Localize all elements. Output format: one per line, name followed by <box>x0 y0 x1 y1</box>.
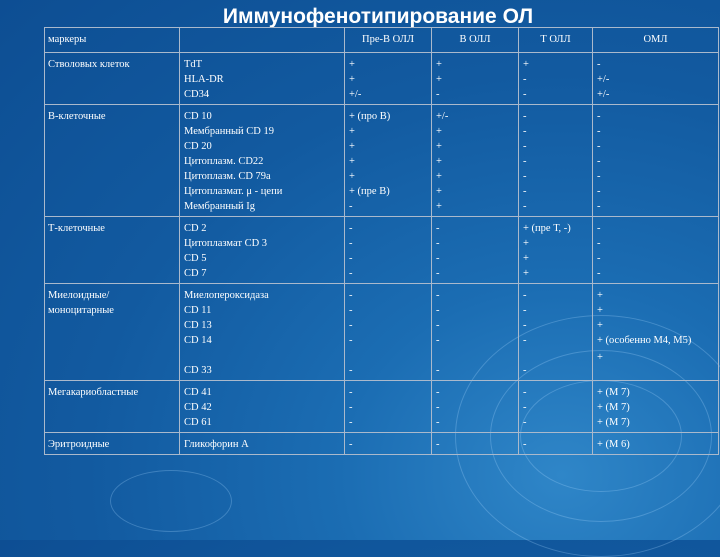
category-cell: Т-клеточные <box>45 217 180 284</box>
cell-line: + <box>436 59 442 70</box>
cell-line: - <box>597 156 601 167</box>
cell-line: + <box>523 238 529 249</box>
cell-line: - <box>597 223 601 234</box>
cell-line: - <box>597 238 601 249</box>
aml-cell <box>593 284 719 381</box>
cell-line: - <box>523 74 527 85</box>
aml-cell <box>593 433 719 455</box>
aml-cell <box>593 105 719 217</box>
pre-b-all-cell <box>345 284 432 381</box>
cell-line: Цитоплазмат. μ - цепи <box>184 186 283 197</box>
table-header-row <box>45 28 719 53</box>
cell-line: - <box>349 238 353 249</box>
table-row <box>45 381 719 433</box>
cell-line: - <box>349 253 353 264</box>
cell-line: Цитоплазм. CD22 <box>184 156 264 167</box>
cell-line: - <box>523 171 527 182</box>
cell-line: - <box>436 439 440 450</box>
cell-line: CD 2 <box>184 223 207 234</box>
cell-line: - <box>523 141 527 152</box>
cell-line: + (пре В) <box>349 186 390 197</box>
cell-line: - <box>349 365 353 376</box>
header-marker-list <box>180 28 345 53</box>
marker-cell <box>180 284 345 381</box>
table-row <box>45 284 719 381</box>
cell-line: - <box>523 89 527 100</box>
cell-line: - <box>523 290 527 301</box>
cell-line: - <box>523 126 527 137</box>
cell-line: - <box>597 253 601 264</box>
table-row <box>45 217 719 284</box>
cell-line: CD 61 <box>184 417 212 428</box>
cell-line: - <box>597 141 601 152</box>
cell-line: + <box>436 201 442 212</box>
cell-line: + (про В) <box>349 111 391 122</box>
pre-b-all-cell <box>345 217 432 284</box>
cell-line: - <box>349 387 353 398</box>
b-all-cell <box>432 381 519 433</box>
cell-line: + <box>349 141 355 152</box>
t-all-cell <box>519 381 593 433</box>
cell-line: +/- <box>349 89 362 100</box>
cell-line: Мембранный Ig <box>184 201 256 212</box>
immunophenotype-table <box>44 27 719 455</box>
cell-line: Цитоплазмат CD 3 <box>184 238 268 249</box>
cell-line: - <box>436 320 440 331</box>
table-row <box>45 433 719 455</box>
pre-b-all-cell <box>345 381 432 433</box>
cell-line: - <box>349 290 353 301</box>
header-pre-b-all: Пре-В ОЛЛ <box>345 28 432 53</box>
cell-line: Гликофорин А <box>184 439 249 450</box>
cell-line: CD 33 <box>184 365 212 376</box>
category-cell: Мегакариобластные <box>45 381 180 433</box>
cell-line: - <box>523 402 527 413</box>
cell-line: - <box>523 305 527 316</box>
cell-line: TdT <box>184 59 203 70</box>
cell-line: + <box>349 156 355 167</box>
cell-line: + <box>436 171 442 182</box>
cell-line: + (особенно М4, М5) <box>597 335 692 346</box>
header-t-all: Т ОЛЛ <box>519 28 593 53</box>
cell-line: HLA-DR <box>184 74 224 85</box>
cell-line: - <box>436 268 440 279</box>
cell-line: + (М 7) <box>597 402 630 413</box>
cell-line: + <box>523 59 529 70</box>
cell-line: - <box>349 402 353 413</box>
cell-line: CD 14 <box>184 335 212 346</box>
aml-cell <box>593 217 719 284</box>
cell-line: + <box>523 268 529 279</box>
cell-line: + (пре Т, -) <box>523 223 571 234</box>
cell-line: - <box>597 201 601 212</box>
t-all-cell <box>519 433 593 455</box>
header-markers: маркеры <box>45 28 180 53</box>
cell-line: CD 20 <box>184 141 212 152</box>
marker-cell <box>180 217 345 284</box>
category-cell: Стволовых клеток <box>45 53 180 105</box>
cell-line: - <box>597 171 601 182</box>
b-all-cell <box>432 53 519 105</box>
marker-cell <box>180 381 345 433</box>
header-aml: ОМЛ <box>593 28 719 53</box>
header-b-all: В ОЛЛ <box>432 28 519 53</box>
category-cell: Эритроидные <box>45 433 180 455</box>
cell-line: CD 11 <box>184 305 212 316</box>
cell-line: - <box>523 417 527 428</box>
cell-line: + <box>349 171 355 182</box>
t-all-cell <box>519 53 593 105</box>
cell-line: - <box>523 320 527 331</box>
aml-cell <box>593 53 719 105</box>
b-all-cell <box>432 433 519 455</box>
cell-line: + (М 7) <box>597 387 630 398</box>
cell-line: + (М 6) <box>597 439 630 450</box>
cell-line: + <box>597 320 603 331</box>
cell-line: + <box>436 186 442 197</box>
cell-line: + <box>523 253 529 264</box>
marker-cell <box>180 53 345 105</box>
cell-line: - <box>436 365 440 376</box>
cell-line: + <box>436 126 442 137</box>
cell-line: Мембранный CD 19 <box>184 126 275 137</box>
b-all-cell <box>432 105 519 217</box>
cell-line: - <box>436 253 440 264</box>
cell-line: - <box>597 59 601 70</box>
t-all-cell <box>519 284 593 381</box>
cell-line: - <box>436 402 440 413</box>
marker-cell <box>180 105 345 217</box>
cell-line: +/- <box>436 111 449 122</box>
table-row <box>45 53 719 105</box>
cell-line: - <box>597 111 601 122</box>
cell-line: - <box>523 439 527 450</box>
cell-line: +/- <box>597 89 610 100</box>
cell-line: Цитоплазм. CD 79a <box>184 171 271 182</box>
cell-line: CD 41 <box>184 387 212 398</box>
cell-line: + <box>349 59 355 70</box>
cell-line: - <box>349 320 353 331</box>
cell-line: - <box>349 223 353 234</box>
cell-line: + <box>436 141 442 152</box>
cell-line: - <box>349 417 353 428</box>
cell-line: - <box>523 111 527 122</box>
cell-line: - <box>436 290 440 301</box>
cell-line: - <box>436 417 440 428</box>
cell-line: CD 13 <box>184 320 212 331</box>
cell-line: - <box>349 305 353 316</box>
cell-line: - <box>523 186 527 197</box>
cell-line: CD 7 <box>184 268 207 279</box>
cell-line: - <box>349 201 353 212</box>
cell-line: - <box>436 387 440 398</box>
cell-line: - <box>436 238 440 249</box>
cell-line: +/- <box>597 74 610 85</box>
cell-line: - <box>597 186 601 197</box>
cell-line: - <box>523 387 527 398</box>
cell-line: CD34 <box>184 89 210 100</box>
slide-title: Иммунофенотипирование ОЛ <box>222 5 534 28</box>
cell-line: + <box>436 74 442 85</box>
cell-line: - <box>523 365 527 376</box>
t-all-cell <box>519 217 593 284</box>
cell-line: - <box>523 201 527 212</box>
cell-line: - <box>523 156 527 167</box>
cell-line: - <box>436 335 440 346</box>
cell-line: - <box>349 335 353 346</box>
pre-b-all-cell <box>345 105 432 217</box>
pre-b-all-cell <box>345 53 432 105</box>
t-all-cell <box>519 105 593 217</box>
cell-line: CD 5 <box>184 253 207 264</box>
cell-line: + <box>349 126 355 137</box>
cell-line: + (М 7) <box>597 417 630 428</box>
cell-line: - <box>349 268 353 279</box>
table-row <box>45 105 719 217</box>
category-cell: Миелоидные/ моноцитарные <box>45 284 180 381</box>
pre-b-all-cell <box>345 433 432 455</box>
cell-line: + <box>436 156 442 167</box>
cell-line: CD 10 <box>184 111 212 122</box>
cell-line: Миелопероксидаза <box>184 290 269 301</box>
marker-cell <box>180 433 345 455</box>
cell-line: CD 42 <box>184 402 212 413</box>
cell-line: - <box>436 89 440 100</box>
b-all-cell <box>432 284 519 381</box>
cell-line: - <box>523 335 527 346</box>
b-all-cell <box>432 217 519 284</box>
cell-line: - <box>436 223 440 234</box>
cell-line: - <box>597 126 601 137</box>
cell-line: + <box>597 352 603 363</box>
background-ripple <box>110 470 232 532</box>
cell-line: - <box>436 305 440 316</box>
cell-line: + <box>349 74 355 85</box>
cell-line: - <box>349 439 353 450</box>
cell-line: - <box>597 268 601 279</box>
aml-cell <box>593 381 719 433</box>
cell-line: + <box>597 305 603 316</box>
cell-line: + <box>597 290 603 301</box>
category-cell: В-клеточные <box>45 105 180 217</box>
